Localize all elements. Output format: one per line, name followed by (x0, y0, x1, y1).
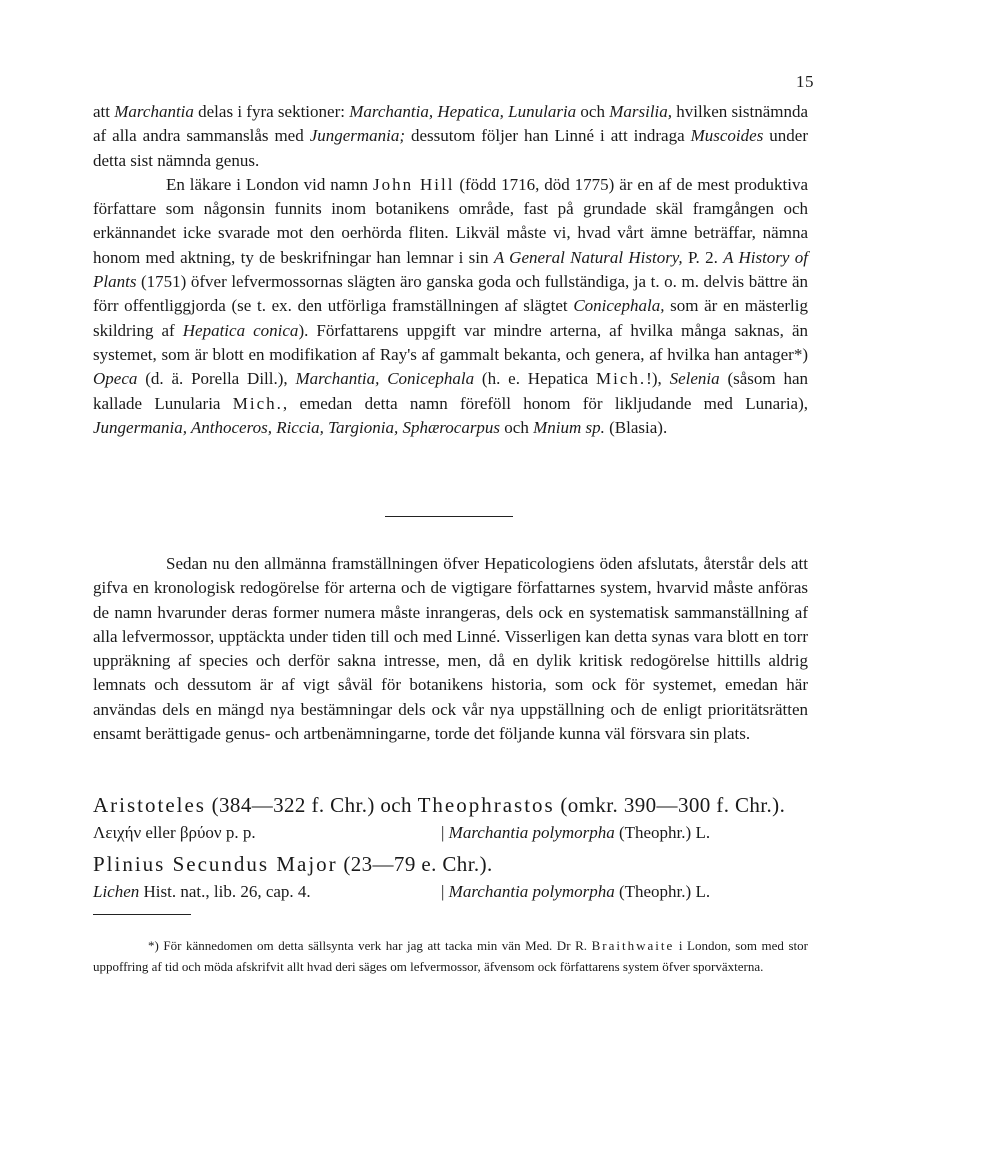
text-run: (omkr. 390—300 f. Chr.). (554, 793, 786, 817)
text-run: , emedan detta namn föreföll honom för likljudande med Lunaria), (282, 393, 808, 413)
paragraph-3 (93, 552, 808, 746)
paragraph-2 (93, 173, 808, 440)
text-run: Braithwaite (591, 938, 675, 953)
paragraph-1 (93, 100, 808, 173)
text-run: (h. e. Hepatica (474, 369, 597, 389)
page-number: 15 (796, 72, 814, 91)
text-run: Aristoteles (93, 793, 206, 817)
text-run: ). Författarens uppgift var mindre arterna, af hvilka många saknas, än systemet, som är blott en modifikation af Ray's af gammalt bekanta, och genera, af hvilka han antager*) (93, 320, 808, 364)
text-run: !), (646, 369, 670, 389)
text-run: under detta sist nämnda genus. (93, 126, 808, 170)
text-run: dessutom följer han Linné i att indraga (405, 126, 691, 146)
text-run: delas i fyra sektioner: (193, 102, 350, 121)
text-run: Marchantia, Hepatica, Lunularia (349, 102, 577, 121)
text-run: En läkare i London vid namn (166, 174, 373, 194)
text-run: (Blasia). (604, 417, 668, 437)
footnote (93, 935, 808, 977)
text-run: och (576, 102, 610, 121)
text-run: Marsilia, (609, 102, 673, 121)
text-run: Selenia (669, 369, 720, 389)
text-run: Λειχήν eller βρύον p. p. (93, 823, 256, 842)
footnote-text (93, 935, 808, 977)
text-run: Marchantia (114, 102, 194, 121)
text-run: John Hill (372, 174, 455, 194)
text-run: A History of Plants (93, 247, 808, 292)
text-run: (384—322 f. Chr.) och (205, 793, 418, 817)
text-run: som är en mästerlig skildring af (93, 296, 808, 340)
text-run: Marchantia, Conicephala (295, 369, 475, 389)
text-run: Jungermania, Anthoceros, Riccia, Targionia, Sphærocarpus (93, 417, 501, 437)
text-run: (d. ä. Porella Dill.), (137, 369, 296, 389)
body-text-bottom (93, 552, 808, 746)
text-run: | (441, 882, 449, 901)
text-run: (1751) öfver lefvermossornas slägten äro ganska goda och fullständiga, ja t. o. m. delvis bättre än förr offentliggjorda (se t. ex. den utförliga framställningen af slägtet (93, 272, 808, 316)
text-run: Hist. nat., lib. 26, cap. 4. (139, 882, 311, 901)
section-heading-plinius (93, 852, 833, 877)
text-run: Lichen (93, 882, 140, 901)
text-run: Mich. (232, 393, 283, 413)
text-run: Opeca (93, 369, 138, 389)
text-run: Jungermania; (309, 126, 406, 146)
entry-1-source (93, 823, 256, 843)
text-run: | (441, 823, 449, 842)
text-run: Theophrastos (417, 793, 555, 817)
text-run: och (500, 417, 534, 437)
text-run: Mich. (596, 369, 647, 389)
text-run: (23—79 e. Chr.). (337, 852, 493, 876)
text-run: hvilken sistnämnda af alla andra sammanslås med (93, 102, 809, 146)
section-divider (385, 516, 513, 517)
section-heading-aristoteles (93, 793, 833, 818)
entry-2-source (93, 882, 311, 902)
text-run: i London, som med stor uppoffring af tid och möda afskrifvit allt hvad deri säges om lefvermossor, äfvensom ock författarens system öfver sporväxterna. (93, 938, 809, 974)
text-run: Marchantia polymorpha (448, 823, 615, 842)
text-run: Marchantia polymorpha (448, 882, 615, 901)
body-text-top (93, 100, 808, 440)
species-entry-2 (93, 882, 808, 906)
species-entry-1 (93, 823, 808, 847)
entry-1-synonym (441, 823, 710, 843)
text-run: Hepatica conica (182, 320, 299, 340)
text-run: Sedan nu den allmänna framställningen öfver Hepaticologiens öden afslutats, återstår dels att gifva en kronologisk redogörelse för arterna och de vigtigare författarnes system, hvarvid måste anföras de namn hvarunder deras former numera måste inrangeras, dels ock en systematisk sammanställning af alla lefvermossor, upptäckta under tiden till och med Linné. Visserligen kan detta synas vara blott en torr uppräkning af species och derför sakna intresse, men, då en dylik kritisk redogörelse hittills aldrig lemnats och dessutom är af vigt såväl för botanikens historia, som ock för systemet, emedan här användas dels en mängd nya bestämningar dels ock vår nya uppställning och de enligt prioritätsrätten ensamt berättigade genus- och artbenämningarne, torde det följande kunna väl försvara sin plats. (93, 554, 808, 744)
text-run: Muscoides (690, 126, 764, 146)
text-run: *) För kännedomen om detta sällsynta verk har jag att tacka min vän Med. Dr R. (148, 938, 592, 953)
text-run: Plinius Secundus Major (93, 852, 338, 876)
text-run: (född 1716, död 1775) är en af de mest produktiva författare som någonsin funnits inom botanikens område, fast på grundade skäl framgången och erkännandet icke svarade mot den oerhörda fliten. Likväl måste vi, hvad vårt ämne beträffar, nämna honom med aktning, ty de beskrifningar han lemnar i sin (93, 174, 809, 267)
text-run: Mnium sp. (533, 417, 605, 437)
entry-2-synonym (441, 882, 710, 902)
text-run: (såsom han kallade Lunularia (93, 369, 808, 413)
text-run: P. 2. (682, 247, 724, 267)
text-run: Conicephala, (573, 296, 665, 316)
text-run: A General Natural History, (493, 247, 683, 267)
text-run: (Theophr.) L. (614, 882, 711, 901)
text-run: att (93, 102, 115, 121)
footnote-rule (93, 914, 191, 915)
text-run: (Theophr.) L. (614, 823, 711, 842)
